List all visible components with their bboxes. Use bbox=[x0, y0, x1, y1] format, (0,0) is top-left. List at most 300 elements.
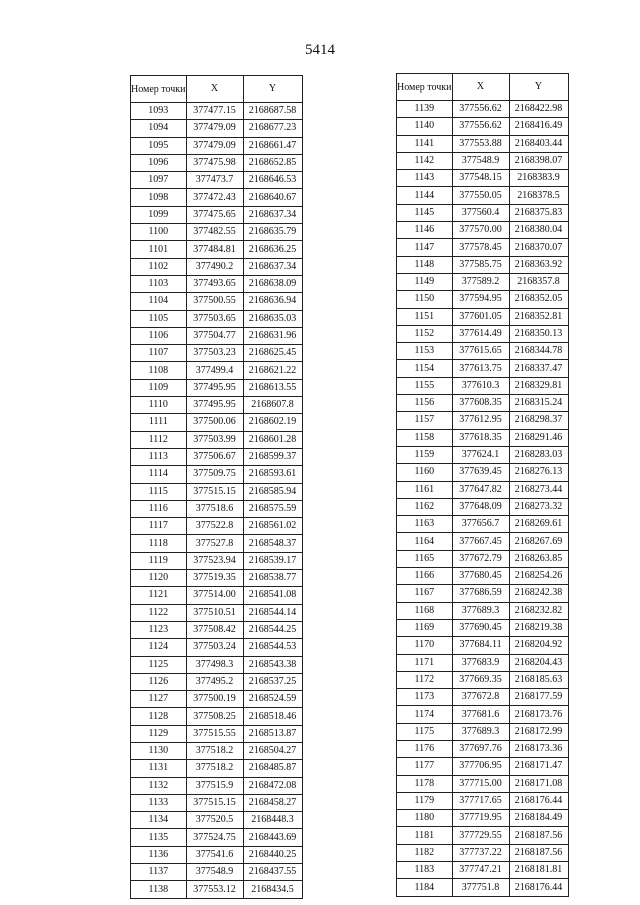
cell-x: 377472.43 bbox=[186, 189, 243, 206]
cell-x: 377585.75 bbox=[452, 256, 509, 273]
table-row bbox=[131, 224, 303, 241]
cell-y: 2168638.09 bbox=[243, 275, 302, 292]
cell-point-number: 1119 bbox=[131, 552, 187, 569]
cell-y: 2168173.76 bbox=[509, 706, 568, 723]
cell-y: 2168363.92 bbox=[509, 256, 568, 273]
cell-x: 377503.23 bbox=[186, 345, 243, 362]
cell-y: 2168378.5 bbox=[509, 187, 568, 204]
cell-y: 2168635.03 bbox=[243, 310, 302, 327]
cell-y: 2168263.85 bbox=[509, 550, 568, 567]
cell-y: 2168437.55 bbox=[243, 864, 302, 881]
cell-x: 377719.95 bbox=[452, 810, 509, 827]
cell-point-number: 1172 bbox=[397, 671, 453, 688]
cell-point-number: 1112 bbox=[131, 431, 187, 448]
cell-x: 377615.65 bbox=[452, 343, 509, 360]
cell-x: 377495.95 bbox=[186, 379, 243, 396]
table-row bbox=[397, 498, 569, 515]
cell-y: 2168177.59 bbox=[509, 689, 568, 706]
cell-x: 377624.1 bbox=[452, 446, 509, 463]
cell-x: 377515.15 bbox=[186, 794, 243, 811]
cell-y: 2168637.34 bbox=[243, 258, 302, 275]
table-row bbox=[131, 206, 303, 223]
cell-y: 2168173.36 bbox=[509, 740, 568, 757]
table-row bbox=[131, 137, 303, 154]
cell-y: 2168613.55 bbox=[243, 379, 302, 396]
cell-point-number: 1131 bbox=[131, 760, 187, 777]
table-row bbox=[397, 533, 569, 550]
cell-y: 2168607.8 bbox=[243, 397, 302, 414]
cell-x: 377524.75 bbox=[186, 829, 243, 846]
cell-x: 377556.62 bbox=[452, 101, 509, 118]
cell-point-number: 1094 bbox=[131, 120, 187, 137]
cell-y: 2168504.27 bbox=[243, 742, 302, 759]
cell-y: 2168544.25 bbox=[243, 621, 302, 638]
cell-x: 377672.79 bbox=[452, 550, 509, 567]
table-row bbox=[131, 431, 303, 448]
cell-x: 377495.2 bbox=[186, 673, 243, 690]
cell-point-number: 1129 bbox=[131, 725, 187, 742]
cell-point-number: 1183 bbox=[397, 862, 453, 879]
cell-point-number: 1100 bbox=[131, 224, 187, 241]
table-row bbox=[131, 293, 303, 310]
cell-x: 377482.55 bbox=[186, 224, 243, 241]
table-row bbox=[131, 448, 303, 465]
cell-point-number: 1145 bbox=[397, 204, 453, 221]
cell-point-number: 1175 bbox=[397, 723, 453, 740]
cell-x: 377514.00 bbox=[186, 587, 243, 604]
table-row bbox=[397, 412, 569, 429]
cell-y: 2168276.13 bbox=[509, 464, 568, 481]
table-row bbox=[131, 829, 303, 846]
cell-y: 2168485.87 bbox=[243, 760, 302, 777]
table-row bbox=[131, 777, 303, 794]
cell-point-number: 1141 bbox=[397, 135, 453, 152]
cell-y: 2168291.46 bbox=[509, 429, 568, 446]
table-row bbox=[397, 222, 569, 239]
table-row bbox=[397, 308, 569, 325]
table-row bbox=[131, 587, 303, 604]
cell-point-number: 1149 bbox=[397, 273, 453, 290]
cell-point-number: 1106 bbox=[131, 327, 187, 344]
cell-x: 377614.49 bbox=[452, 325, 509, 342]
cell-y: 2168283.03 bbox=[509, 446, 568, 463]
cell-x: 377495.95 bbox=[186, 397, 243, 414]
cell-y: 2168636.25 bbox=[243, 241, 302, 258]
table-row bbox=[131, 154, 303, 171]
table-row bbox=[397, 689, 569, 706]
cell-point-number: 1168 bbox=[397, 602, 453, 619]
cell-point-number: 1122 bbox=[131, 604, 187, 621]
cell-point-number: 1148 bbox=[397, 256, 453, 273]
cell-y: 2168344.78 bbox=[509, 343, 568, 360]
cell-point-number: 1169 bbox=[397, 619, 453, 636]
cell-y: 2168403.44 bbox=[509, 135, 568, 152]
cell-y: 2168548.37 bbox=[243, 535, 302, 552]
cell-y: 2168537.25 bbox=[243, 673, 302, 690]
table-row bbox=[131, 327, 303, 344]
cell-x: 377715.00 bbox=[452, 775, 509, 792]
cell-y: 2168171.47 bbox=[509, 758, 568, 775]
table-row bbox=[397, 152, 569, 169]
cell-y: 2168181.81 bbox=[509, 862, 568, 879]
cell-y: 2168635.79 bbox=[243, 224, 302, 241]
cell-y: 2168187.56 bbox=[509, 844, 568, 861]
table-row bbox=[131, 812, 303, 829]
cell-point-number: 1180 bbox=[397, 810, 453, 827]
table-row bbox=[397, 170, 569, 187]
cell-x: 377508.25 bbox=[186, 708, 243, 725]
cell-y: 2168416.49 bbox=[509, 118, 568, 135]
header-y: Y bbox=[243, 76, 302, 103]
cell-x: 377706.95 bbox=[452, 758, 509, 775]
cell-point-number: 1120 bbox=[131, 570, 187, 587]
cell-point-number: 1093 bbox=[131, 103, 187, 120]
cell-point-number: 1177 bbox=[397, 758, 453, 775]
cell-x: 377608.35 bbox=[452, 395, 509, 412]
cell-x: 377589.2 bbox=[452, 273, 509, 290]
cell-point-number: 1108 bbox=[131, 362, 187, 379]
table-row bbox=[131, 881, 303, 898]
cell-point-number: 1113 bbox=[131, 448, 187, 465]
cell-x: 377500.19 bbox=[186, 691, 243, 708]
table-row bbox=[131, 535, 303, 552]
cell-x: 377500.06 bbox=[186, 414, 243, 431]
cell-x: 377553.88 bbox=[452, 135, 509, 152]
table-row bbox=[131, 639, 303, 656]
table-body-right bbox=[397, 101, 569, 897]
cell-point-number: 1166 bbox=[397, 568, 453, 585]
table-row bbox=[131, 258, 303, 275]
header-x: X bbox=[186, 76, 243, 103]
cell-y: 2168599.37 bbox=[243, 448, 302, 465]
table-row bbox=[131, 518, 303, 535]
cell-y: 2168315.24 bbox=[509, 395, 568, 412]
cell-point-number: 1139 bbox=[397, 101, 453, 118]
cell-x: 377519.35 bbox=[186, 570, 243, 587]
table-row bbox=[397, 343, 569, 360]
cell-y: 2168687.58 bbox=[243, 103, 302, 120]
table-row bbox=[131, 552, 303, 569]
cell-y: 2168176.44 bbox=[509, 879, 568, 896]
table-row bbox=[131, 621, 303, 638]
cell-point-number: 1107 bbox=[131, 345, 187, 362]
cell-x: 377503.65 bbox=[186, 310, 243, 327]
cell-point-number: 1170 bbox=[397, 637, 453, 654]
cell-y: 2168398.07 bbox=[509, 152, 568, 169]
cell-point-number: 1116 bbox=[131, 500, 187, 517]
table-row bbox=[131, 103, 303, 120]
table-header-row bbox=[131, 76, 303, 103]
cell-point-number: 1164 bbox=[397, 533, 453, 550]
cell-x: 377553.12 bbox=[186, 881, 243, 898]
cell-x: 377499.4 bbox=[186, 362, 243, 379]
cell-x: 377475.98 bbox=[186, 154, 243, 171]
cell-y: 2168184.49 bbox=[509, 810, 568, 827]
cell-point-number: 1134 bbox=[131, 812, 187, 829]
cell-point-number: 1150 bbox=[397, 291, 453, 308]
cell-point-number: 1133 bbox=[131, 794, 187, 811]
table-row bbox=[397, 810, 569, 827]
cell-y: 2168273.44 bbox=[509, 481, 568, 498]
cell-y: 2168637.34 bbox=[243, 206, 302, 223]
table-row bbox=[397, 862, 569, 879]
cell-y: 2168375.83 bbox=[509, 204, 568, 221]
cell-x: 377548.15 bbox=[452, 170, 509, 187]
cell-point-number: 1159 bbox=[397, 446, 453, 463]
cell-point-number: 1123 bbox=[131, 621, 187, 638]
cell-point-number: 1137 bbox=[131, 864, 187, 881]
cell-y: 2168352.05 bbox=[509, 291, 568, 308]
cell-x: 377729.55 bbox=[452, 827, 509, 844]
table-row bbox=[131, 466, 303, 483]
cell-point-number: 1140 bbox=[397, 118, 453, 135]
table-row bbox=[131, 483, 303, 500]
cell-point-number: 1153 bbox=[397, 343, 453, 360]
cell-x: 377578.45 bbox=[452, 239, 509, 256]
cell-y: 2168544.53 bbox=[243, 639, 302, 656]
table-row bbox=[397, 568, 569, 585]
cell-x: 377503.99 bbox=[186, 431, 243, 448]
cell-point-number: 1146 bbox=[397, 222, 453, 239]
cell-x: 377520.5 bbox=[186, 812, 243, 829]
cell-point-number: 1125 bbox=[131, 656, 187, 673]
cell-point-number: 1167 bbox=[397, 585, 453, 602]
cell-point-number: 1181 bbox=[397, 827, 453, 844]
cell-point-number: 1104 bbox=[131, 293, 187, 310]
cell-y: 2168538.77 bbox=[243, 570, 302, 587]
cell-x: 377515.15 bbox=[186, 483, 243, 500]
table-body-left bbox=[131, 103, 303, 899]
cell-x: 377656.7 bbox=[452, 516, 509, 533]
cell-x: 377500.55 bbox=[186, 293, 243, 310]
table-row bbox=[397, 118, 569, 135]
cell-y: 2168204.92 bbox=[509, 637, 568, 654]
cell-point-number: 1110 bbox=[131, 397, 187, 414]
cell-point-number: 1157 bbox=[397, 412, 453, 429]
cell-x: 377747.21 bbox=[452, 862, 509, 879]
cell-point-number: 1117 bbox=[131, 518, 187, 535]
cell-y: 2168513.87 bbox=[243, 725, 302, 742]
table-row bbox=[397, 723, 569, 740]
table-row bbox=[131, 725, 303, 742]
cell-point-number: 1098 bbox=[131, 189, 187, 206]
cell-y: 2168601.28 bbox=[243, 431, 302, 448]
table-row bbox=[131, 604, 303, 621]
cell-point-number: 1182 bbox=[397, 844, 453, 861]
cell-point-number: 1114 bbox=[131, 466, 187, 483]
cell-point-number: 1118 bbox=[131, 535, 187, 552]
cell-point-number: 1162 bbox=[397, 498, 453, 515]
cell-x: 377473.7 bbox=[186, 172, 243, 189]
cell-x: 377490.2 bbox=[186, 258, 243, 275]
cell-x: 377751.8 bbox=[452, 879, 509, 896]
cell-point-number: 1151 bbox=[397, 308, 453, 325]
cell-point-number: 1130 bbox=[131, 742, 187, 759]
cell-point-number: 1128 bbox=[131, 708, 187, 725]
cell-x: 377504.77 bbox=[186, 327, 243, 344]
cell-x: 377556.62 bbox=[452, 118, 509, 135]
cell-x: 377737.22 bbox=[452, 844, 509, 861]
cell-point-number: 1099 bbox=[131, 206, 187, 223]
cell-x: 377509.75 bbox=[186, 466, 243, 483]
cell-y: 2168625.45 bbox=[243, 345, 302, 362]
cell-point-number: 1179 bbox=[397, 792, 453, 809]
cell-x: 377479.09 bbox=[186, 120, 243, 137]
table-row bbox=[397, 637, 569, 654]
cell-x: 377560.4 bbox=[452, 204, 509, 221]
cell-y: 2168370.07 bbox=[509, 239, 568, 256]
table-row bbox=[131, 742, 303, 759]
cell-y: 2168561.02 bbox=[243, 518, 302, 535]
table-row bbox=[397, 360, 569, 377]
table-row bbox=[131, 656, 303, 673]
cell-y: 2168539.17 bbox=[243, 552, 302, 569]
cell-x: 377648.09 bbox=[452, 498, 509, 515]
cell-x: 377484.81 bbox=[186, 241, 243, 258]
table-row bbox=[397, 429, 569, 446]
cell-point-number: 1127 bbox=[131, 691, 187, 708]
cell-x: 377493.65 bbox=[186, 275, 243, 292]
table-row bbox=[397, 706, 569, 723]
cell-point-number: 1171 bbox=[397, 654, 453, 671]
cell-y: 2168383.9 bbox=[509, 170, 568, 187]
table-row bbox=[131, 673, 303, 690]
table-row bbox=[131, 397, 303, 414]
cell-x: 377686.59 bbox=[452, 585, 509, 602]
cell-x: 377503.24 bbox=[186, 639, 243, 656]
cell-x: 377477.15 bbox=[186, 103, 243, 120]
cell-x: 377680.45 bbox=[452, 568, 509, 585]
cell-point-number: 1184 bbox=[397, 879, 453, 896]
cell-x: 377515.9 bbox=[186, 777, 243, 794]
cell-point-number: 1155 bbox=[397, 377, 453, 394]
cell-y: 2168593.61 bbox=[243, 466, 302, 483]
cell-y: 2168254.26 bbox=[509, 568, 568, 585]
table-header-row bbox=[397, 74, 569, 101]
cell-y: 2168269.61 bbox=[509, 516, 568, 533]
cell-point-number: 1147 bbox=[397, 239, 453, 256]
cell-y: 2168187.56 bbox=[509, 827, 568, 844]
cell-x: 377667.45 bbox=[452, 533, 509, 550]
cell-x: 377613.75 bbox=[452, 360, 509, 377]
cell-y: 2168575.59 bbox=[243, 500, 302, 517]
cell-y: 2168350.13 bbox=[509, 325, 568, 342]
cell-x: 377684.11 bbox=[452, 637, 509, 654]
cell-x: 377618.35 bbox=[452, 429, 509, 446]
cell-y: 2168440.25 bbox=[243, 846, 302, 863]
cell-y: 2168204.43 bbox=[509, 654, 568, 671]
cell-x: 377508.42 bbox=[186, 621, 243, 638]
cell-y: 2168518.46 bbox=[243, 708, 302, 725]
table-row bbox=[397, 827, 569, 844]
table-row bbox=[397, 585, 569, 602]
cell-point-number: 1161 bbox=[397, 481, 453, 498]
cell-y: 2168185.63 bbox=[509, 671, 568, 688]
cell-point-number: 1178 bbox=[397, 775, 453, 792]
cell-x: 377527.8 bbox=[186, 535, 243, 552]
cell-point-number: 1103 bbox=[131, 275, 187, 292]
table-row bbox=[131, 570, 303, 587]
cell-point-number: 1138 bbox=[131, 881, 187, 898]
table-row bbox=[397, 204, 569, 221]
table-row bbox=[131, 864, 303, 881]
table-row bbox=[397, 291, 569, 308]
cell-point-number: 1102 bbox=[131, 258, 187, 275]
cell-x: 377669.35 bbox=[452, 671, 509, 688]
cell-y: 2168621.22 bbox=[243, 362, 302, 379]
table-row bbox=[397, 135, 569, 152]
table-row bbox=[397, 395, 569, 412]
cell-x: 377689.3 bbox=[452, 602, 509, 619]
cell-x: 377479.09 bbox=[186, 137, 243, 154]
table-row bbox=[131, 708, 303, 725]
cell-point-number: 1173 bbox=[397, 689, 453, 706]
table-row bbox=[131, 379, 303, 396]
cell-y: 2168646.53 bbox=[243, 172, 302, 189]
table-row bbox=[397, 481, 569, 498]
cell-x: 377672.8 bbox=[452, 689, 509, 706]
table-row bbox=[397, 879, 569, 896]
cell-y: 2168422.98 bbox=[509, 101, 568, 118]
table-row bbox=[397, 775, 569, 792]
cell-point-number: 1176 bbox=[397, 740, 453, 757]
cell-y: 2168543.38 bbox=[243, 656, 302, 673]
cell-point-number: 1174 bbox=[397, 706, 453, 723]
cell-x: 377594.95 bbox=[452, 291, 509, 308]
table-row bbox=[397, 758, 569, 775]
cell-y: 2168232.82 bbox=[509, 602, 568, 619]
cell-point-number: 1163 bbox=[397, 516, 453, 533]
table-row bbox=[131, 794, 303, 811]
cell-y: 2168544.14 bbox=[243, 604, 302, 621]
table-row bbox=[397, 464, 569, 481]
cell-x: 377689.3 bbox=[452, 723, 509, 740]
cell-x: 377647.82 bbox=[452, 481, 509, 498]
cell-y: 2168219.38 bbox=[509, 619, 568, 636]
cell-y: 2168541.08 bbox=[243, 587, 302, 604]
cell-y: 2168298.37 bbox=[509, 412, 568, 429]
table-row bbox=[131, 345, 303, 362]
cell-y: 2168458.27 bbox=[243, 794, 302, 811]
cell-y: 2168661.47 bbox=[243, 137, 302, 154]
table-row bbox=[397, 446, 569, 463]
table-row bbox=[397, 377, 569, 394]
cell-x: 377683.9 bbox=[452, 654, 509, 671]
cell-y: 2168434.5 bbox=[243, 881, 302, 898]
cell-point-number: 1132 bbox=[131, 777, 187, 794]
cell-x: 377612.95 bbox=[452, 412, 509, 429]
table-row bbox=[397, 325, 569, 342]
table-row bbox=[131, 846, 303, 863]
cell-y: 2168585.94 bbox=[243, 483, 302, 500]
coordinates-table-left bbox=[130, 75, 303, 899]
cell-y: 2168357.8 bbox=[509, 273, 568, 290]
cell-x: 377510.51 bbox=[186, 604, 243, 621]
table-row bbox=[131, 241, 303, 258]
table-row bbox=[397, 844, 569, 861]
cell-point-number: 1142 bbox=[397, 152, 453, 169]
header-point-number: Номер точки bbox=[397, 74, 453, 101]
cell-x: 377601.05 bbox=[452, 308, 509, 325]
cell-y: 2168329.81 bbox=[509, 377, 568, 394]
table-row bbox=[397, 619, 569, 636]
cell-point-number: 1144 bbox=[397, 187, 453, 204]
cell-point-number: 1105 bbox=[131, 310, 187, 327]
cell-y: 2168448.3 bbox=[243, 812, 302, 829]
cell-x: 377570.00 bbox=[452, 222, 509, 239]
cell-x: 377681.6 bbox=[452, 706, 509, 723]
cell-point-number: 1152 bbox=[397, 325, 453, 342]
